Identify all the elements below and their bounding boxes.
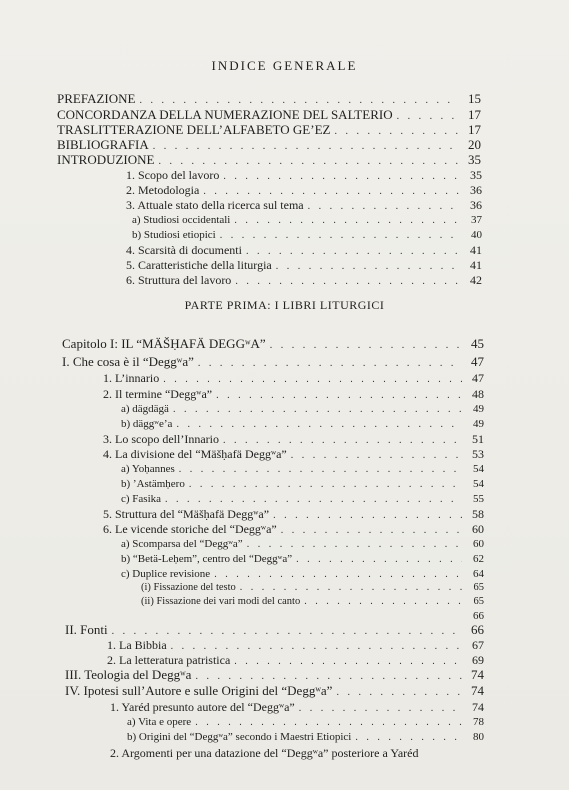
toc-entry-dagdaga: a) dägdägä . . . 49 <box>121 401 484 417</box>
toc-entry-fissazione-testo: (i) Fissazione del testo . . . 65 <box>141 580 484 596</box>
toc-entry-studiosi-occidentali: a) Studiosi occidentali . . . 37 <box>132 212 482 228</box>
toc-entry-letteratura: 2. La letteratura patristica . . . 69 <box>107 652 484 668</box>
toc-entry-fonti: II. Fonti . . . 66 <box>65 622 484 638</box>
toc-entry-traslitterazione: TRASLITTERAZIONE DELL’ALFABETO GE’EZ . . . 17 <box>57 122 481 138</box>
toc-entry-capitolo-1: Capitolo I: IL “MÄŠḤAFÄ DEGGʷA” . . . 45 <box>62 336 484 352</box>
toc-entry-metodologia: 2. Metodologia . . . 36 <box>126 182 482 198</box>
toc-entry-struttura-mashafa: 5. Struttura del “Mäšḥafä Deggʷa” . . . 58 <box>103 506 484 522</box>
toc-entry-daggwea: b) däggʷe’a . . . 49 <box>121 416 484 432</box>
toc-entry-scopo: 1. Scopo del lavoro . . . 35 <box>126 167 482 183</box>
toc-entry-teologia: III. Teologia del Deggʷa . . . 74 <box>65 667 484 683</box>
toc-entry-introduzione: INTRODUZIONE . . . 35 <box>57 152 481 168</box>
toc-entry-che-cosa: I. Che cosa è il “Deggʷa” . . . 47 <box>62 354 484 370</box>
toc-entry-prefazione: PREFAZIONE . . . 15 <box>57 91 481 107</box>
toc-entry-argomenti: 2. Argomenti per una datazione del “Deggʷa” posteriore a Yaréd <box>110 746 419 760</box>
toc-entry-innario: 1. L’innario . . . 47 <box>103 370 484 386</box>
toc-entry-bibliografia: BIBLIOGRAFIA . . . 20 <box>57 137 481 153</box>
toc-entry-concordanza: CONCORDANZA DELLA NUMERAZIONE DEL SALTERIO . . . 17 <box>57 107 481 123</box>
toc-entry-origini: b) Origini del “Deggʷa” secondo i Maestri Etiopici . . . 80 <box>127 729 484 745</box>
toc-entry-fissazione-modi: (ii) Fissazione dei vari modi del canto . . . 65 <box>141 594 484 610</box>
toc-entry-yohannes: a) Yoḥannes . . . 54 <box>121 461 484 477</box>
toc-entry-attuale-stato: 3. Attuale stato della ricerca sul tema . . . 36 <box>126 197 482 213</box>
index-title: INDICE GENERALE <box>211 58 358 73</box>
toc-orphan-page: 66 <box>473 610 484 622</box>
toc-entry-bibbia: 1. La Bibbia . . . 67 <box>107 637 484 653</box>
toc-entry-fasika: c) Fasika . . . 55 <box>121 491 484 507</box>
toc-entry-vicende: 6. Le vicende storiche del “Deggʷa” . . . 60 <box>103 521 484 537</box>
toc-entry-vita-opere: a) Vita e opere . . . 78 <box>127 714 484 730</box>
toc-entry-studiosi-etiopici: b) Studiosi etiopici . . . 40 <box>132 227 482 243</box>
toc-entry-scarsita: 4. Scarsità di documenti . . . 41 <box>126 242 482 258</box>
toc-entry-duplice-revisione: c) Duplice revisione . . . 64 <box>121 566 484 582</box>
toc-entry-caratteristiche: 5. Caratteristiche della liturgia . . . 41 <box>126 257 482 273</box>
toc-entry-scopo-innario: 3. Lo scopo dell’Innario . . . 51 <box>103 431 484 447</box>
toc-entry-beta-lehem: b) “Betä-Leḥem”, centro del “Deggʷa” . . . 62 <box>121 551 484 567</box>
toc-entry-termine: 2. Il termine “Deggʷa” . . . 48 <box>103 386 484 402</box>
part-title: PARTE PRIMA: I LIBRI LITURGICI <box>184 298 385 312</box>
toc-entry-astamhero: b) ’Astämḥero . . . 54 <box>121 476 484 492</box>
toc-entry-struttura: 6. Struttura del lavoro . . . 42 <box>126 272 482 288</box>
toc-entry-yared: 1. Yaréd presunto autore del “Deggʷa” . . . 74 <box>110 699 484 715</box>
toc-entry-ipotesi: IV. Ipotesi sull’Autore e sulle Origini del “Deggʷa” . . . 74 <box>65 683 484 699</box>
toc-entry-divisione: 4. La divisione del “Mäšḥafä Deggʷa” . . . 53 <box>103 446 484 462</box>
toc-entry-scomparsa: a) Scomparsa del “Deggʷa” . . . 60 <box>121 536 484 552</box>
